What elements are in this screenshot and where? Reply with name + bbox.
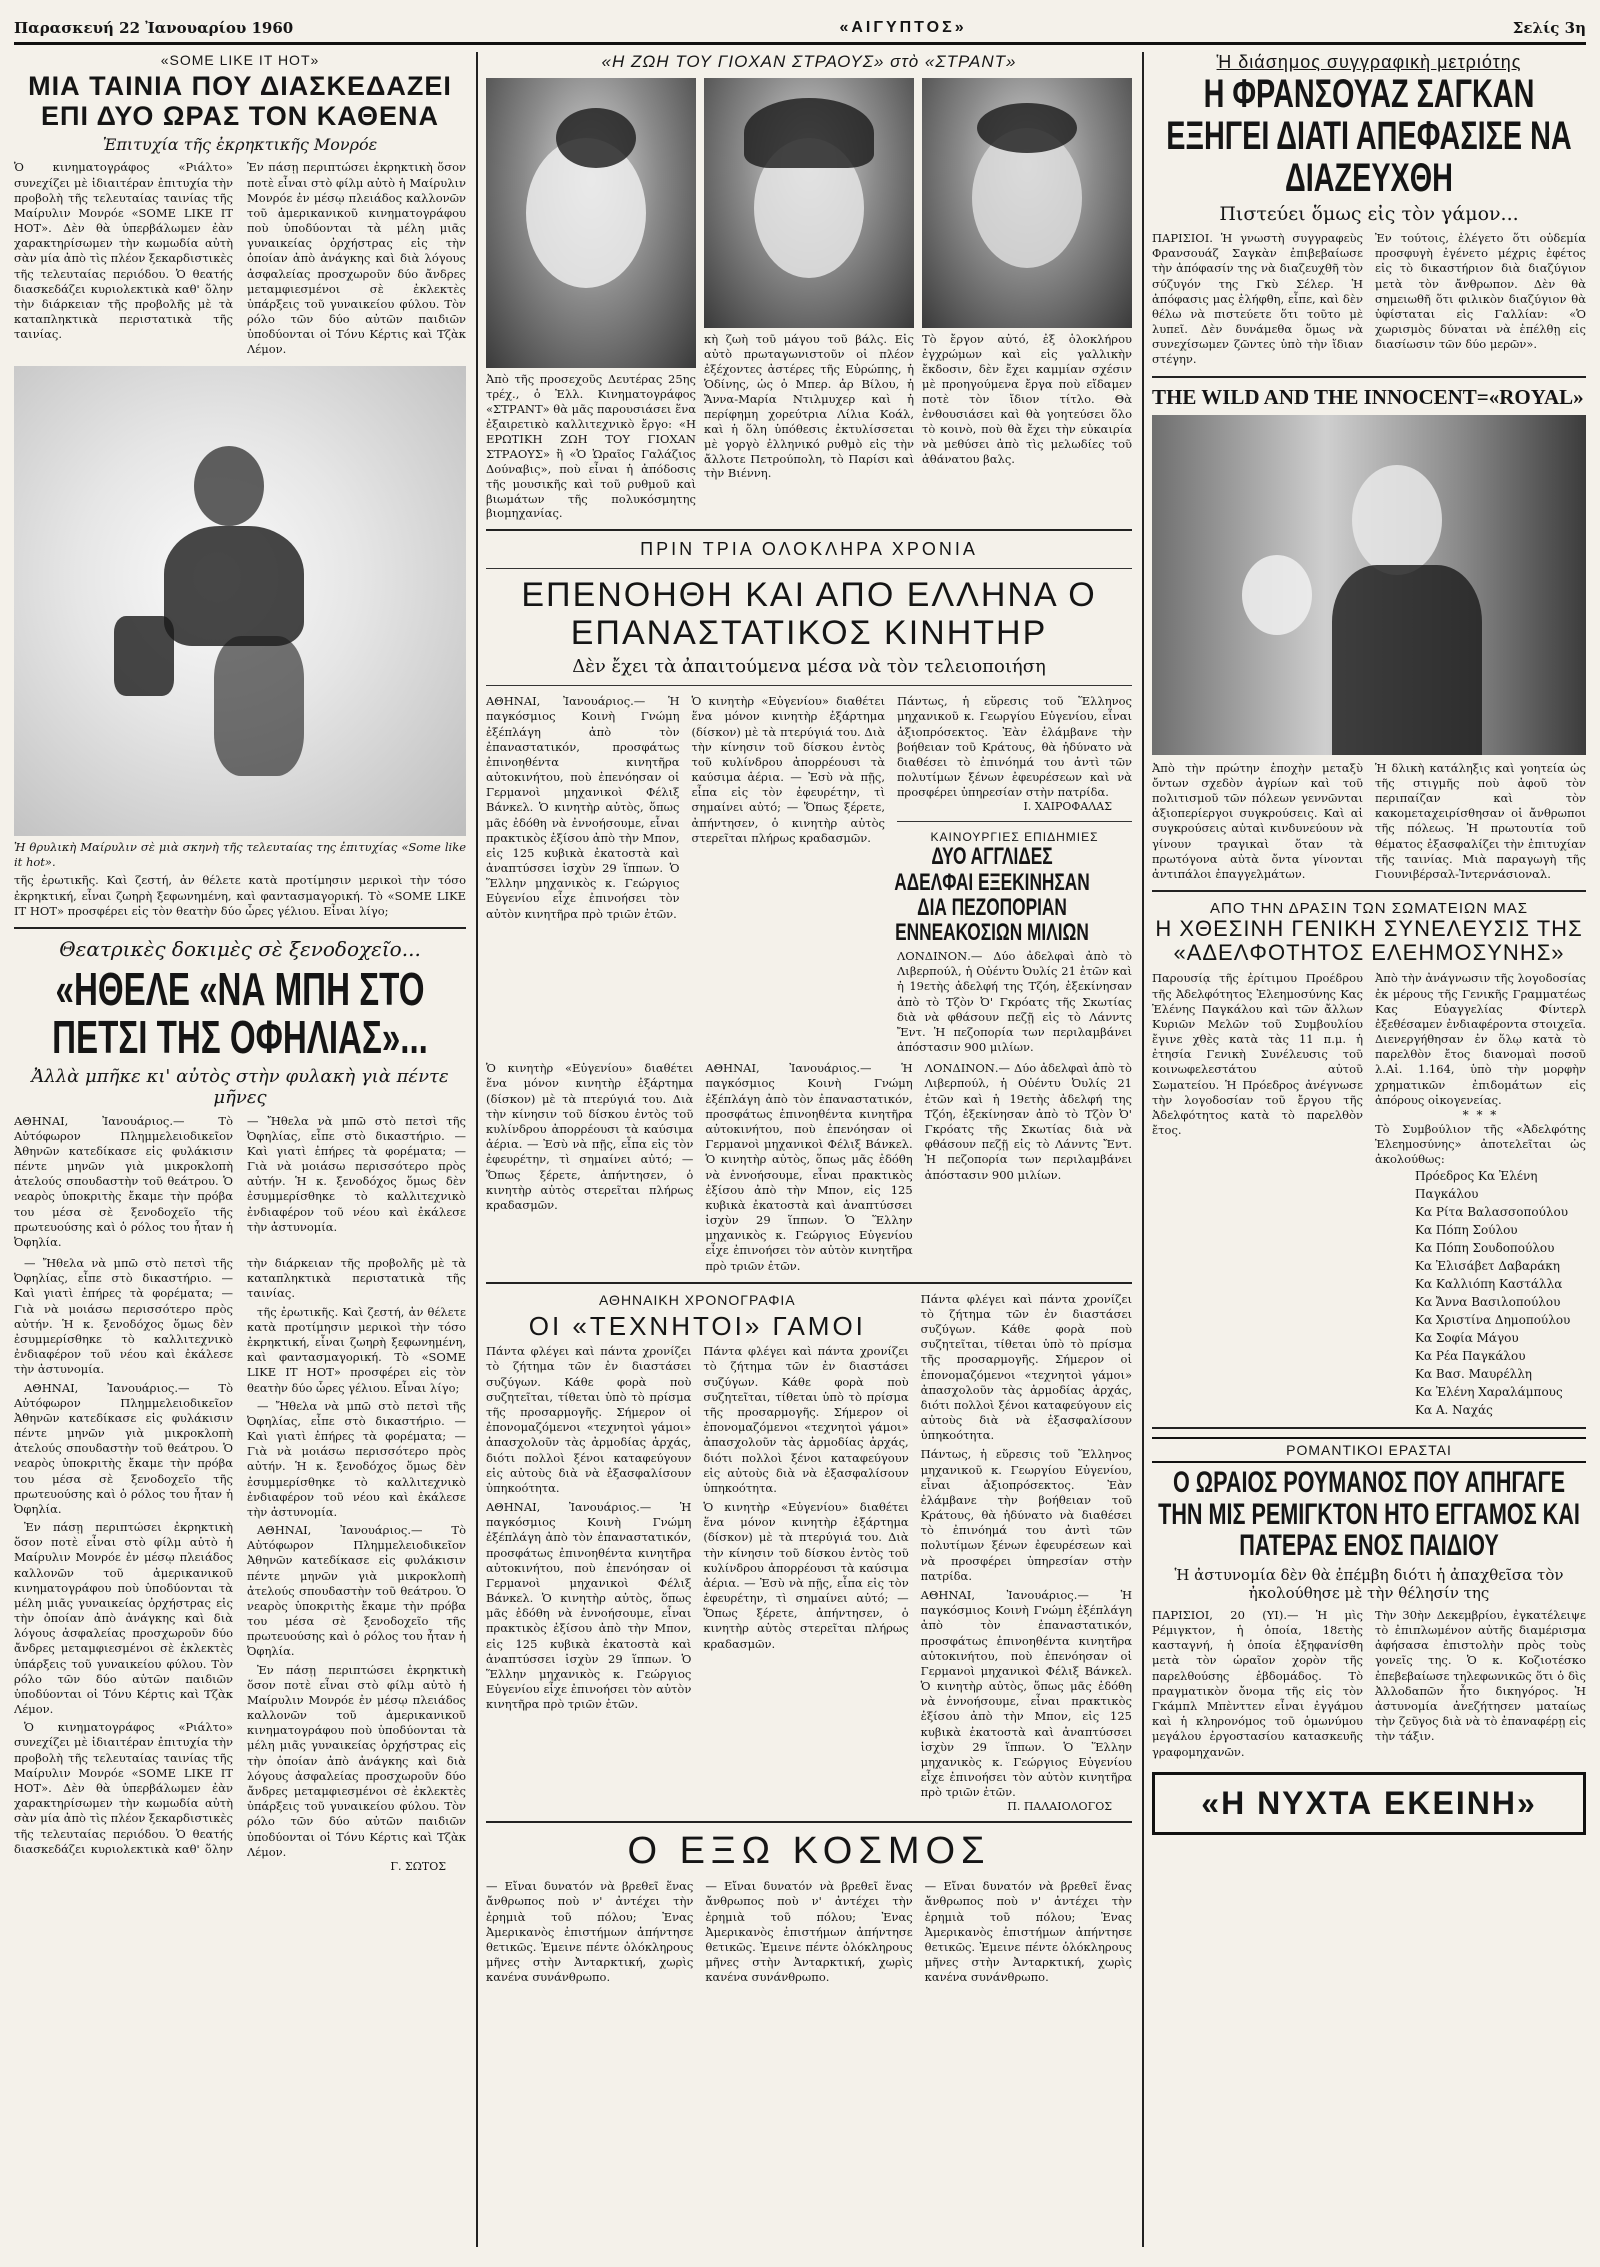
article-text: ΑΘΗΝΑΙ, Ἰανουάριος.— Τὸ Αὐτόφωρον Πλημμελειοδικεῖον Ἀθηνῶν κατεδίκασε εἰς φυλάκισιν πέντε μηνῶν γιὰ μικροκλοπὴ ἀτελούς σπουδαστὴν τοῦ θεάτρου. Ὁ νεαρὸς ὑποκριτὴς ἔκαμε τὴν πρόβα του μέσα σὲ ξενοδοχεῖο τῆς πρωτευούσης καὶ ὁ ρόλος του ἦταν ἡ Ὀφηλία. (14, 1113, 233, 1249)
article-text: — Ἤθελα νὰ μπῶ στὸ πετσὶ τῆς Ὀφηλίας, εἶπε στὸ δικαστήριο. — Καὶ γιατὶ ἐπήρες τὰ φορέματα; — Γιὰ νὰ μοιάσω περισσότερο πρὸς αὐτήν. Ἡ κ. ξενοδόχος ὅμως δὲν ἐσυμμερίσθηκε τὸ καλλιτεχνικὸ ἐνδιαφέρον τοῦ νέου καὶ ἐκάλεσε τὴν ἀστυνομία. (14, 1256, 233, 1377)
subheading-romanian: Ἡ ἀστυνομία δὲν θὰ ἐπέμβη διότι ἡ ἀπαχθεῖσα τὸν ἠκολούθησε μὲ τὴν θέλησίν της (1174, 1565, 1564, 1602)
list-item: Κα Καλλιόπη Καστάλλα (1415, 1277, 1563, 1292)
headline-some-like-it-hot: ΜΙΑ ΤΑΙΝΙΑ ΠΟΥ ΔΙΑΣΚΕΔΑΖΕΙ ΕΠΙ ΔΥΟ ΩΡΑΣ ΤΟΝ ΚΑΘΕΝΑ (28, 71, 452, 131)
article-text: ΑΘΗΝΑΙ, Ἰανουάριος.— Ἡ παγκόσμιος Κοινὴ Γνώμη ἐξέπλάγη ἀπὸ τὸν ἐπαναστατικόν, προσφάτως ἐπινοηθέντα κινητῆρα αὐτοκινήτου, ποὺ ἐπενόησαν οἱ Γερμανοὶ μηχανικοὶ Φέλιξ Βάνκελ. Ὁ κινητὴρ αὐτὸς, ὅπως μᾶς ἐδόθη νὰ ἐννοήσουμε, εἶναι πρακτικὸς ἐξίσου ἀπὸ τὴν Μπον, εἰς 125 κυβικὰ ἐκατοστὰ καὶ ἀναπτύσσει ἰσχὺν 29 ἵππων. Ὁ Ἕλλην μηχανικὸς κ. Γεώργιος Εὐγενίου εἶχε ἐπινοήσει τὸν αὐτὸν κινητῆρα πρὸ τριῶν ἐτῶν. (486, 694, 680, 921)
kicker-some-like-it-hot: «SOME LIKE IT HOT» (160, 52, 320, 68)
photo-caption: Τὸ ἔργον αὐτό, ἐξ ὁλοκλήρου ἐγχρώμων καὶ εἰς γαλλικὴν ἔκδοσιν, δὲν ἔχει καμμίαν σχέσιν μὲ προηγούμενα ἔργα ποὺ εἴδαμεν ποτὲ τὸν ἴδιον τίτλο. Θὰ ἐνθουσιάσει καὶ θὰ γοητεύσει ὅλο τὸ κοινὸ, ποὺ θὰ ἔχει τὴν εὐκαιρία νὰ μεθύσει ἀπὸ τὶς μελωδίες τοῦ ἀθάνατου βαλς. (922, 332, 1132, 466)
article-text: Τὴν 30ὴν Δεκεμβρίου, ἐγκατέλειψε τὸ ἐπιπλωμένον αὐτῆς διαμέρισμα ἀφήσασα ἐπιστολὴν πρὸς τοὺς γονεῖς της. Ὁ κ. Κοζιοτέσκο ἐπεβεβαίωσε τηλεφωνικῶς ὅτι ὁ δὶς Ἀλλοδαπῶν ἦτο δικηγόρος. Ἡ ἀστυνομία ἀνεζήτησεν ματαίως τὴν ζεῦγος διὰ νὰ τὸ ἐπαναφέρῃ εἰς τὴν τάξιν. (1375, 1607, 1586, 1744)
board-title: Τὸ Συμβούλιον τῆς «Ἀδελφότης Ἐλεημοσύνης» ἀποτελεῖται ὡς ἀκολούθως: (1375, 1121, 1586, 1167)
list-item: Κα Ἄννα Βασιλοπούλου (1415, 1295, 1561, 1310)
newspaper-page (14, 14, 1586, 2254)
article-text: Ἐν πάσῃ περιπτώσει ἐκρηκτικὴ ὅσον ποτὲ εἶναι στὸ φίλμ αὐτὸ ἡ Μαίρυλιν Μονρόε ἐν μέσῳ πλειάδος καλλονῶν τοῦ ἀμερικανικοῦ κινηματογράφου ποὺ ὑποδύονται τὰ μέλη μιᾶς γυναικείας ὀρχήστρας εἰς τὴν ὁποίαν ἀπὸ ἀνάγκης καὶ διὰ λόγους ἀσφαλείας προσχωροῦν δύο ἄνδρες μεταμφιεσμένοι σὲ ἐκλεκτὲς ὑπάρξεις τοῦ γυναικείου φύλου. Τὸν ρόλο τῶν δύο αὐτῶν παιδιῶν ὑποδύονται οἱ Τόνυ Κέρτις καὶ Τζὰκ Λέμον. (14, 1520, 233, 1717)
article-text: ΑΘΗΝΑΙ, Ἰανουάριος.— Ἡ παγκόσμιος Κοινὴ Γνώμη ἐξέπλάγη ἀπὸ τὸν ἐπαναστατικόν, προσφάτως ἐπινοηθέντα κινητῆρα αὐτοκινήτου, ποὺ ἐπενόησαν οἱ Γερμανοὶ μηχανικοὶ Φέλιξ Βάνκελ. Ὁ κινητὴρ αὐτὸς, ὅπως μᾶς ἐδόθη νὰ ἐννοήσουμε, εἶναι πρακτικὸς ἐξίσου ἀπὸ τὴν Μπον, εἰς 125 κυβικὰ ἐκατοστὰ καὶ ἀναπτύσσει ἰσχὺν 29 ἵππων. Ὁ Ἕλλην μηχανικὸς κ. Γεώργιος Εὐγενίου εἶχε ἐπινοήσει τὸν αὐτὸν κινητῆρα πρὸ τριῶν ἐτῶν. (486, 1500, 692, 1712)
article-text: Πάντα φλέγει καὶ πάντα χρονίζει τὸ ζήτημα τῶν ἐν διαστάσει συζύγων. Κάθε φορὰ ποὺ συζητεῖται, τίθεται ὑπὸ τὸ πρίσμα τῆς προσαρμογῆς. Σήμερον οἱ ἐπονομαζόμενοι «τεχνητοὶ γάμοι» ἀπασχολοῦν τὰς ἀρμοδίας ἀρχάς, διότι πολλοὶ ξένοι καταφεύγουν εἰς αὐτοὺς διὰ νὰ ἐξασφαλίσουν ὑπηκοότητα. (486, 1344, 692, 1495)
photo-marilyn-monroe (14, 366, 466, 836)
list-item: Κα Ἐλισάβετ Δαβαράκη (1415, 1259, 1560, 1274)
photo-actress-center (704, 78, 914, 328)
article-text: Ὁ κινηματογράφος «Ριάλτο» συνεχίζει μὲ ἰδιαιτέραν ἐπιτυχία τὴν προβολὴ τῆς τελευταίας ταινίας τῆς Μαίρυλιν Μονρόε «SOME LIKE IT HOT». Δὲν θὰ ὑπερβάλωμεν ἐὰν χαρακτηρίσωμεν τὴν κωμωδία αὐτὴ σὰν μία ἀπὸ τὶς πλέον ξεκαρδιστικὲς τῆς τελευταίας περιόδου. Ὁ θεατής διασκεδάζει κυριολεκτικὰ καθ' ὅλην τὴν διάρκειαν τῆς προβολῆς μὲ τὰ καταπληκτικὰ περιστατικὰ τῆς ταινίας. (14, 160, 233, 342)
advertisement-that-night: «Η ΝΥΧΤΑ ΕΚΕΙΝΗ» (1152, 1772, 1586, 1835)
article-text: ΠΑΡΙΣΙΟΙ. Ἡ γνωστὴ συγγραφεὺς Φρανσουάζ Σαγκὰν ἐπιβεβαίωσε τὴν ἀπόφασίν της νὰ διαζευχθῆ τὸν σύζυγόν της Γκὺ Σέλερ. Ἡ ἀπόφασις μας ἐλήφθη, εἶπε, καὶ δὲν θέλω νὰ πιστεύετε ὅτι τοῦτο μὲ λυπεῖ. Δὲν δυνάμεθα ὅμως νὰ συνεχίσωμεν ζῶντες ὑπὸ τὴν ἴδιαν στέγην. (1152, 231, 1363, 367)
photo-actress-left (486, 78, 696, 368)
photo-actor-right (922, 78, 1132, 328)
article-text: Ἡ δλικὴ κατάληξις καὶ γοητεία ὡς τῆς στιγμῆς ποὺ ἀφοῦ τὸν περιπαίζαν καὶ τὸν κακομεταχειρίσθησαν οἱ ἄνθρωποι τῆς πόλεως. Ἡ πρωτουτία τοῦ θέματος ἐξασφαλίζει τὴν ἐπιτυχίαν τῆς ταινίας. Μιὰ παραγωγὴ τῆς Γιουνιβέρσαλ-Ἰντερνάσιοναλ. (1375, 760, 1586, 881)
article-text: Ἐν πάσῃ περιπτώσει ἐκρηκτικὴ ὅσον ποτὲ εἶναι στὸ φίλμ αὐτὸ ἡ Μαίρυλιν Μονρόε ἐν μέσῳ πλειάδος καλλονῶν τοῦ ἀμερικανικοῦ κινηματογράφου ποὺ ὑποδύονται τὰ μέλη μιᾶς γυναικείας ὀρχήστρας εἰς τὴν ὁποίαν ἀπὸ ἀνάγκης καὶ διὰ λόγους ἀσφαλείας προσχωροῦν δύο ἄνδρες μεταμφιεσμένοι σὲ ἐκλεκτὲς ὑπάρξεις τοῦ γυναικείου φύλου. Τὸν ρόλο τῶν δύο αὐτῶν παιδιῶν ὑποδύονται οἱ Τόνυ Κέρτις καὶ Τζὰκ Λέμον. (247, 160, 466, 357)
column-rule-2 (1142, 52, 1144, 2247)
headline-artificial-marriages: ΟΙ «ΤΕΧΝΗΤΟΙ» ΓΑΜΟΙ (528, 1310, 866, 1341)
article-text: Ὁ κινηματογράφος «Ριάλτο» συνεχίζει μὲ ἰδιαιτέραν ἐπιτυχία τὴν προβολὴ τῆς τελευταίας ταινίας τῆς Μαίρυλιν Μονρόε «SOME LIKE IT HOT». Δὲν θὰ ὑπερβάλωμεν ἐὰν χαρακτηρίσωμεν τὴν κωμωδία αὐτὴ σὰν μία ἀπὸ τὶς πλέον ξεκαρδιστικὲς τῆς τελευταίας περιόδου. Ὁ θεατής διασκεδάζει κυριολεκτικὰ καθ' ὅλην τὴν διάρκειαν τῆς προβολῆς μὲ τὰ καταπληκτικὰ περιστατικὰ τῆς ταινίας. (14, 1256, 466, 1856)
list-item: Κα Βασ. Μαυρέλλη (1415, 1367, 1532, 1382)
list-item: Κα Πόπη Σουδοπούλου (1415, 1241, 1555, 1256)
article-text: Ἐν πάσῃ περιπτώσει ἐκρηκτικὴ ὅσον ποτὲ εἶναι στὸ φίλμ αὐτὸ ἡ Μαίρυλιν Μονρόε ἐν μέσῳ πλειάδος καλλονῶν τοῦ ἀμερικανικοῦ κινηματογράφου ποὺ ὑποδύονται τὰ μέλη μιᾶς γυναικείας ὀρχήστρας εἰς τὴν ὁποίαν ἀπὸ ἀνάγκης καὶ διὰ λόγους ἀσφαλείας προσχωροῦν δύο ἄνδρες μεταμφιεσμένοι σὲ ἐκλεκτὲς ὑπάρξεις τοῦ γυναικείου φύλου. Τὸν ρόλο τῶν δύο αὐτῶν παιδιῶν ὑποδύονται οἱ Τόνυ Κέρτις καὶ Τζὰκ Λέμον. (247, 1662, 466, 1859)
article-text: Παρουσίᾳ τῆς ἐρίτιμου Προέδρου τῆς Ἀδελφότητος Ἐλεημοσύνης Κας Ἐλένης Παγκάλου καὶ τῶν ἄλλων Κυριῶν Μελῶν τοῦ Συμβουλίου ἔγινε χθὲς κατὰ τὰς 11 π.μ. ἡ ἐτησία Γενικὴ Συνέλευσις τοῦ κοινωφελεστάτου αὐτοῦ Σωματείου. Ἡ Πρόεδρος ἀνέγνωσε τὴν λογοδοσίαν τοῦ ἔργου τῆς Ἀδελφότητος κατὰ τὸ παρελθὸν ἔτος. (1152, 971, 1363, 1138)
subheading-monroe: Ἐπιτυχία τῆς ἐκρηκτικῆς Μονρόε (102, 135, 378, 155)
list-item: Κα Α. Ναχάς (1415, 1403, 1493, 1418)
kicker-sagan: Ἡ διάσημος συγγραφικὴ μετριότης (1216, 52, 1522, 72)
headline-general-assembly: Η ΧΘΕΣΙΝΗ ΓΕΝΙΚΗ ΣΥΝΕΛΕΥΣΙΣ ΤΗΣ «ΑΔΕΛΦΟΤΗΤΟΣ ΕΛΕΗΜΟΣΥΝΗΣ» (1155, 916, 1583, 966)
list-item: Κα Σοφία Μάγου (1415, 1331, 1519, 1346)
photo-caption: Ἡ θρυλικὴ Μαίρυλιν σὲ μιὰ σκηνὴ τῆς τελευταίας της ἐπιτυχίας «Some like it hot». (14, 839, 466, 869)
article-text: Ἐν τούτοις, ἐλέγετο ὅτι οὐδεμία προσφυγὴ ἐγένετο μέχρις ἐφέτος εἰς τὸ δικαστήριον διὰ διαζύγιον μετὰ τὸν ἄνθρωπον. Δὲν θὰ σημειωθῆ ὅτι φιλικὸν διαζύγιον θὰ ὑφίσταται εἰς Γαλλίαν: «Ὁ χωρισμὸς δύναται νὰ ἐπέλθῃ εἰς διασίωσιν τῶν δύο μερῶν». (1375, 231, 1586, 352)
photo-wild-innocent (1152, 415, 1586, 755)
separator-stars: * * * (1462, 1107, 1499, 1122)
subheading-prison: Ἀλλὰ μπῆκε κι' αὐτὸς στὴν φυλακὴ γιὰ πέντε μῆνες (31, 1065, 449, 1108)
article-text: τῆς ἐρωτικῆς. Καὶ ζεστή, ἀν θέλετε κατὰ προτίμησιν μερικοὶ τὴν τόσο ἐκρηκτική, εἶναι ζωηρὴ ξεφωνημένη, καὶ φαντασμαγορική. Τὸ «SOME LIKE IT HOT» προσφέρει εἰς τὸν θεατὴν δύο ὧρες γέλιου. Εἶναι λίγο; (14, 873, 466, 918)
article-text: ΑΘΗΝΑΙ, Ἰανουάριος.— Ἡ παγκόσμιος Κοινὴ Γνώμη ἐξέπλάγη ἀπὸ τὸν ἐπαναστατικόν, προσφάτως ἐπινοηθέντα κινητῆρα αὐτοκινήτου, ποὺ ἐπενόησαν οἱ Γερμανοὶ μηχανικοὶ Φέλιξ Βάνκελ. Ὁ κινητὴρ αὐτὸς, ὅπως μᾶς ἐδόθη νὰ ἐννοήσουμε, εἶναι πρακτικὸς ἐξίσου ἀπὸ τὴν Μπον, εἰς 125 κυβικὰ ἐκατοστὰ καὶ ἀναπτύσσει ἰσχὺν 29 ἵππων. Ὁ Ἕλλην μηχανικὸς κ. Γεώργιος Εὐγενίου εἶχε ἐπινοήσει τὸν αὐτὸν κινητῆρα πρὸ τριῶν ἐτῶν. (705, 1061, 913, 1273)
article-text: Πάντα φλέγει καὶ πάντα χρονίζει τὸ ζήτημα τῶν ἐν διαστάσει συζύγων. Κάθε φορὰ ποὺ συζητεῖται, τίθεται ὑπὸ τὸ πρίσμα τῆς προσαρμογῆς. Σήμερον οἱ ἐπονομαζόμενοι «τεχνητοὶ γάμοι» ἀπασχολοῦν τὰς ἀρμοδίας ἀρχάς, διότι πολλοὶ ξένοι καταφεύγουν εἰς αὐτοὺς διὰ νὰ ἐξασφαλίσουν ὑπηκοότητα. (703, 1344, 909, 1495)
byline: Π. ΠΑΛΑΙΟΛΟΓΟΣ (1007, 1800, 1112, 1814)
article-text: Πάντως, ἡ εὕρεσις τοῦ Ἕλληνος μηχανικοῦ κ. Γεωργίου Εὐγενίου, εἶναι ἀξιοπρόσεκτος. Ἐὰν ἐλάμβανε τὴν βοήθειαν τοῦ Κράτους, θὰ ἠδύνατο νὰ διαθέσει τὸ ἐπινόημά του ἀντὶ τῶν πολυτίμων ξένων ἐφευρέσεων καὶ νὰ προσφέρει ὑπηρεσίαν στὴν πατρίδα. (897, 694, 1132, 800)
headline-outside-world: Ο ΕΞΩ ΚΟΣΜΟΣ (627, 1830, 991, 1873)
article-text: — Εἴναι δυνατόν νὰ βρεθεῖ ἕνας ἄνθρωπος ποὺ ν' ἀντέχει τὴν ἐρημιὰ τοῦ πόλου; Ἐνας Ἀμερικανὸς ἐπιστήμων ἀπήντησε θετικῶς. Ἐμεινε πέντε ὁλόκληρους μῆνες στὴν Ἀνταρκτική, χωρὶς κανένα συνάνθρωπο. (924, 1879, 1132, 1985)
article-text: Ὁ κινητὴρ «Εὐγενίου» διαθέτει ἕνα μόνον κινητὴρ ἐξάρτημα (δίσκον) μὲ τὰ πτερύγιά του. Διὰ τὴν κίνησιν τοῦ δίσκου ἐντὸς τοῦ κυλίνδρου ἀπορρέουσι τὰ καύσιμα ἀέρια. — Ἐσὺ νὰ πῇς, εἶπα εἰς τὸν ἐφευρέτην, τὶ σημαίνει αὐτό; — Ὅπως ξέρετε, ἀπήντησεν, ὁ κινητὴρ αὐτὸς στερεῖται πλήρως κραδασμῶν. (691, 694, 885, 845)
page-number: Σελίς 3η (1512, 19, 1586, 37)
newspaper-name: «ΑΙΓΥΠΤΟΣ» (839, 19, 967, 36)
article-text: ΠΑΡΙΣΙΟΙ, 20 (ΥΙ).— Ἡ μὶς Ρέμιγκτον, ἡ ὁποία, 18ετὴς κασταγνή, ἡ ὁποία ἐξηφανίσθη μετὰ τὸν ὡραῖον χορὸν τῆς παρελθούσης ἑβδομάδος. Τὸ πραγματικὸν ὄνομα τῆς εἰς τὸν Γκάμπλ Μπὲνττεν εἶναι ἐγγάμου καὶ ἡ κληρονόμος τοῦ ὁμωνύμου μεγάλου ἐργοστασίου κατασκευῆς γραφομηχανῶν. (1152, 1607, 1363, 1759)
list-item: Κα Πόπη Σούλου (1415, 1223, 1518, 1238)
column-left (14, 52, 466, 2247)
article-text: τῆς ἐρωτικῆς. Καὶ ζεστή, ἀν θέλετε κατὰ προτίμησιν μερικοὶ τὴν τόσο ἐκρηκτική, εἶναι ζωηρὴ ξεφωνημένη, καὶ φαντασμαγορική. Τὸ «SOME LIKE IT HOT» προσφέρει εἰς τὸν θεατὴν δύο ὧρες γέλιου. Εἶναι λίγο; (247, 1304, 466, 1395)
headline-romanian: Ο ΩΡΑΙΟΣ ΡΟΥΜΑΝΟΣ ΠΟΥ ΑΠΗΓΑΓΕ ΤΗΝ ΜΙΣ ΡΕΜΙΓΚΤΟΝ ΗΤΟ ΕΓΓΑΜΟΣ ΚΑΙ ΠΑΤΕΡΑΣ ΕΝΟΣ ΠΑΙΔΙΟΥ (1158, 1466, 1580, 1563)
subheading-engine: Δὲν ἔχει τὰ ἀπαιτούμενα μέσα νὰ τὸν τελειοποιήση (572, 656, 1046, 678)
headline-sagan: Η ΦΡΑΝΣΟΥΑΖ ΣΑΓΚΑΝ ΕΞΗΓΕΙ ΔΙΑΤΙ ΑΠΕΦΑΣΙΣΕ ΝΑ ΔΙΑΖΕΥΧΘΗ (1166, 72, 1572, 200)
article-text: Ἀπὸ τὴν πρώτην ἐποχὴν μεταξὺ ὄντων σχεδὸν ἀγρίων καὶ τοῦ πολιτισμοῦ τῶν πόλεων γεννῶνται ἀξιοπερίεργοι συγκρούσεις. Καὶ αἱ συγκρούσεις αὐταὶ κινδυνεύουν νὰ γίνουν τραγικαὶ ὅταν τὰ πρωτόγονα αὐτὰ ὄντα γίνονται ἀντιπάλοι ἐπαγγελμάτων. (1152, 760, 1363, 881)
kicker-strauss: «Η ΖΩΗ ΤΟΥ ΓΙΟΧΑΝ ΣΤΡΑΟΥΣ» στὸ «ΣΤΡΑΝΤ» (601, 52, 1017, 71)
kicker-athens-chronicle: ΑΘΗΝΑΙΚΗ ΧΡΟΝΟΓΡΑΦΙΑ (599, 1291, 796, 1308)
list-item: Κα Χριστίνα Δημοπούλου (1415, 1313, 1571, 1328)
article-text: ΑΘΗΝΑΙ, Ἰανουάριος.— Τὸ Αὐτόφωρον Πλημμελειοδικεῖον Ἀθηνῶν κατεδίκασε εἰς φυλάκισιν πέντε μηνῶν γιὰ μικροκλοπὴ ἀτελούς σπουδαστὴν τοῦ θεάτρου. Ὁ νεαρὸς ὑποκριτὴς ἔκαμε τὴν πρόβα του μέσα σὲ ξενοδοχεῖο τῆς πρωτευούσης καὶ ὁ ρόλος του ἦταν ἡ Ὀφηλία. (247, 1523, 466, 1659)
photo-caption: κὴ ζωὴ τοῦ μάγου τοῦ βάλς. Εἰς αὐτὸ πρωταγωνιστοῦν οἱ πλέον ἐξέχοντες ἀστέρες τῆς Εὐρώπης, ἡ Ὁδίνης, ὡς ὁ Μπερ. ἀρ Βίλου, ἡ Ἄννα-Μαρία Ντιλμυχερ καὶ ἡ περίφημη χορεύτρια Λίλια Κοάλ, καὶ ἡ ὅλη ὑπόθεσις ἐκτυλίσσεται μὲ γοργὸ ἐλληνικό ρυθμὸ εἰς τὴν ἄλλοτε Πετρούπολη, τὸ Παρίσι καὶ τὴν Βιέννη. (704, 332, 914, 481)
kicker-hotel-rehearsal: Θεατρικὲς δοκιμὲς σὲ ξενοδοχεῖο... (59, 937, 421, 961)
article-text: ΛΟΝΔΙΝΟΝ.— Δύο ἀδελφαὶ ἀπὸ τὸ Λιβερπούλ, ἡ Οὐέντυ Ὀυλίς 21 ἐτῶν καὶ ἡ 19ετὴς ἀδελφή της Τζόη, ἐξεκίνησαν ἀπὸ τὸ Τζὸν Ὀ' Γκρόατς τῆς Σκωτίας διὰ νὰ φθάσουν πεζῇ εἰς τὸ Λάνντς Ἔντ. Ἡ πεζοπορία των περιλαμβάνει ἀπόστασιν 900 μιλίων. (924, 1061, 1132, 1182)
article-text: Ὁ κινητὴρ «Εὐγενίου» διαθέτει ἕνα μόνον κινητὴρ ἐξάρτημα (δίσκον) μὲ τὰ πτερύγιά του. Διὰ τὴν κίνησιν τοῦ δίσκου ἐντὸς τοῦ κυλίνδρου ἀπορρέουσι τὰ καύσιμα ἀέρια. — Ἐσὺ νὰ πῇς, εἶπα εἰς τὸν ἐφευρέτην, τὶ σημαίνει αὐτό; — Ὅπως ξέρετε, ἀπήντησεν, ὁ κινητὴρ αὐτὸς στερεῖται πλήρως κραδασμῶν. (486, 1061, 694, 1212)
kicker-epidemics: ΚΑΙΝΟΥΡΓΙΕΣ ΕΠΙΔΗΜΙΕΣ (930, 830, 1099, 845)
masthead (14, 14, 1586, 45)
article-text: ΑΘΗΝΑΙ, Ἰανουάριος.— Ἡ παγκόσμιος Κοινὴ Γνώμη ἐξέπλάγη ἀπὸ τὸν ἐπαναστατικόν, προσφάτως ἐπινοηθέντα κινητῆρα αὐτοκινήτου, ποὺ ἐπενόησαν οἱ Γερμανοὶ μηχανικοὶ Φέλιξ Βάνκελ. Ὁ κινητὴρ αὐτὸς, ὅπως μᾶς ἐδόθη νὰ ἐννοήσουμε, εἶναι πρακτικὸς ἐξίσου ἀπὸ τὴν Μπον, εἰς 125 κυβικὰ ἐκατοστὰ καὶ ἀναπτύσσει ἰσχὺν 29 ἵππων. Ὁ Ἕλλην μηχανικὸς κ. Γεώργιος Εὐγενίου εἶχε ἐπινοήσει τὸν αὐτὸν κινητῆρα πρὸ τριῶν ἐτῶν. (920, 1587, 1132, 1800)
article-text-continued (14, 1256, 466, 1860)
photo-caption: Ἀπὸ τῆς προσεχοῦς Δευτέρας 25ης τρέχ., ὁ Ἐλλ. Κινηματογράφος «ΣΤΡΑΝΤ» θὰ μᾶς παρουσιάσει ἕνα ἐξαιρετικὸ καλλιτεχνικὸ ἔργο: «Η ΕΡΩΤΙΚΗ ΖΩΗ ΤΟΥ ΓΙΟΧΑΝ ΣΤΡΑΟΥΣ» ἢ «Ὁ Ὡραῖος Γαλάζιος Δούναβις», ποὺ εἶναι ἡ ἀπόδοσις τῆς μουσικῆς καὶ τοῦ ρυθμοῦ καὶ βιωμάτων τῆς πολυκόσμητης βιομηχανίας. (486, 372, 697, 521)
article-text: Ἀπὸ τὴν ἀνάγνωσιν τῆς λογοδοσίας ἐκ μέρους τῆς Γενικῆς Γραμματέως Κας Εὐαγγελίας Φίντερλ ἐξεθέσαμεν ἐνδιαφέροντα στοιχεῖα. Διενεργήθησαν ἐν ὅλῳ κατὰ τὸ παρελθὸν ἔτος διανομαὶ ποσοῦ λ.Αἰ. 1.164, ὑπὸ τὴν μορφὴν χρηματικῶν ἐπιδομάτων εἰς ἀπόρους οἰκογενείας. (1375, 971, 1586, 1107)
article-text: Ὁ κινητὴρ «Εὐγενίου» διαθέτει ἕνα μόνον κινητὴρ ἐξάρτημα (δίσκον) μὲ τὰ πτερύγιά του. Διὰ τὴν κίνησιν τοῦ δίσκου ἐντὸς τοῦ κυλίνδρου ἀπορρέουσι τὰ καύσιμα ἀέρια. — Ἐσὺ νὰ πῇς, εἶπα εἰς τὸν ἐφευρέτην, τὶ σημαίνει αὐτό; — Ὅπως ξέρετε, ἀπήντησεν, ὁ κινητὴρ αὐτὸς στερεῖται πλήρως κραδασμῶν. (703, 1500, 909, 1651)
subheading-sagan: Πιστεύει ὅμως εἰς τὸν γάμον... (1219, 203, 1519, 225)
article-text: — Εἴναι δυνατόν νὰ βρεθεῖ ἕνας ἄνθρωπος ποὺ ν' ἀντέχει τὴν ἐρημιὰ τοῦ πόλου; Ἐνας Ἀμερικανὸς ἐπιστήμων ἀπήντησε θετικῶς. Ἐμεινε πέντε ὁλόκληρους μῆνες στὴν Ἀνταρκτική, χωρὶς κανένα συνάνθρωπο. (705, 1879, 913, 1985)
article-text: — Ἤθελα νὰ μπῶ στὸ πετσὶ τῆς Ὀφηλίας, εἶπε στὸ δικαστήριο. — Καὶ γιατὶ ἐπήρες τὰ φορέματα; — Γιὰ νὰ μοιάσω περισσότερο πρὸς αὐτήν. Ἡ κ. ξενοδόχος ὅμως δὲν ἐσυμμερίσθηκε τὸ καλλιτεχνικὸ ἐνδιαφέρον τοῦ νέου καὶ ἐκάλεσε τὴν ἀστυνομία. (247, 1113, 466, 1234)
headline-sisters: ΔΥΟ ΑΓΓΛΙΔΕΣ ΑΔΕΛΦΑΙ ΕΞΕΚΙΝΗΣΑΝ ΔΙΑ ΠΕΖΟΠΟΡΙΑΝ ΕΝΝΕΑΚΟΣΙΩΝ ΜΙΛΙΩΝ (894, 843, 1090, 946)
kicker-romantic-lovers: ΡΟΜΑΝΤΙΚΟΙ ΕΡΑΣΤΑΙ (1152, 1437, 1586, 1463)
article-text: — Ἤθελα νὰ μπῶ στὸ πετσὶ τῆς Ὀφηλίας, εἶπε στὸ δικαστήριο. — Καὶ γιατὶ ἐπήρες τὰ φορέματα; — Γιὰ νὰ μοιάσω περισσότερο πρὸς αὐτήν. Ἡ κ. ξενοδόχος ὅμως δὲν ἐσυμμερίσθηκε τὸ καλλιτεχνικὸ ἐνδιαφέρον τοῦ νέου καὶ ἐκάλεσε τὴν ἀστυνομία. (247, 1398, 466, 1519)
article-text: ΛΟΝΔΙΝΟΝ.— Δύο ἀδελφαὶ ἀπὸ τὸ Λιβερπούλ, ἡ Οὐέντυ Ὀυλίς 21 ἐτῶν καὶ ἡ 19ετὴς ἀδελφή της Τζόη, ἐξεκίνησαν ἀπὸ τὸ Τζὸν Ὀ' Γκρόατς τῆς Σκωτίας διὰ νὰ φθάσουν πεζῇ εἰς τὸ Λάνντς Ἔντ. Ἡ πεζοπορία των περιλαμβάνει ἀπόστασιν 900 μιλίων. (897, 949, 1132, 1055)
article-text: ΑΘΗΝΑΙ, Ἰανουάριος.— Τὸ Αὐτόφωρον Πλημμελειοδικεῖον Ἀθηνῶν κατεδίκασε εἰς φυλάκισιν πέντε μηνῶν γιὰ μικροκλοπὴ ἀτελούς σπουδαστὴν τοῦ θεάτρου. Ὁ νεαρὸς ὑποκριτὴς ἔκαμε τὴν πρόβα του μέσα σὲ ξενοδοχεῖο τῆς πρωτευούσης καὶ ὁ ρόλος του ἦταν ἡ Ὀφηλία. (14, 1380, 233, 1516)
headline-engine: ΕΠΕΝΟΗΘΗ ΚΑΙ ΑΠΟ ΕΛΛΗΝΑ Ο ΕΠΑΝΑΣΤΑΤΙΚΟΣ ΚΙΝΗΤΗΡ (521, 576, 1097, 652)
kicker-associations: ΑΠΟ ΤΗΝ ΔΡΑΣΙΝ ΤΩΝ ΣΩΜΑΤΕΙΩΝ ΜΑΣ (1210, 900, 1528, 918)
headline-wild-innocent: THE WILD AND THE INNOCENT=«ROYAL» (1152, 384, 1584, 409)
column-right (1152, 52, 1586, 2247)
column-rule-1 (476, 52, 478, 2247)
list-item: Κα Ρίτα Βαλασσοπούλου (1415, 1205, 1568, 1220)
article-text: Πάντα φλέγει καὶ πάντα χρονίζει τὸ ζήτημα τῶν ἐν διαστάσει συζύγων. Κάθε φορὰ ποὺ συζητεῖται, τίθεται ὑπὸ τὸ πρίσμα τῆς προσαρμογῆς. Σήμερον οἱ ἐπονομαζόμενοι «τεχνητοὶ γάμοι» ἀπασχολοῦν τὰς ἀρμοδίας ἀρχάς, διότι πολλοὶ ξένοι καταφεύγουν εἰς αὐτοὺς διὰ νὰ ἐξασφαλίσουν ὑπηκοότητα. (920, 1291, 1132, 1443)
byline: Γ. ΣΩΤΟΣ (390, 1859, 446, 1873)
issue-date: Παρασκευή 22 Ἰανουαρίου 1960 (14, 19, 294, 37)
list-item: Κα Ρέα Παγκάλου (1415, 1349, 1526, 1364)
column-center (486, 52, 1132, 2247)
article-text: — Εἴναι δυνατόν νὰ βρεθεῖ ἕνας ἄνθρωπος ποὺ ν' ἀντέχει τὴν ἐρημιὰ τοῦ πόλου; Ἐνας Ἀμερικανὸς ἐπιστήμων ἀπήντησε θετικῶς. Ἐμεινε πέντε ὁλόκληρους μῆνες στὴν Ἀνταρκτική, χωρὶς κανένα συνάνθρωπο. (486, 1879, 694, 1985)
list-item: Πρόεδρος Κα Ἐλένη Παγκάλου (1415, 1169, 1538, 1202)
kicker-three-years: ΠΡΙΝ ΤΡΙΑ ΟΛΟΚΛΗΡΑ ΧΡΟΝΙΑ (640, 539, 978, 560)
byline: Ι. ΧΑΙΡΟΦΑΛΑΣ (1023, 800, 1112, 814)
article-text: Πάντως, ἡ εὕρεσις τοῦ Ἕλληνος μηχανικοῦ κ. Γεωργίου Εὐγενίου, εἶναι ἀξιοπρόσεκτος. Ἐὰν ἐλάμβανε τὴν βοήθειαν τοῦ Κράτους, θὰ ἠδύνατο νὰ διαθέσει τὸ ἐπινόημά του ἀντὶ τῶν πολυτίμων ξένων ἐφευρέσεων καὶ νὰ προσφέρει ὑπηρεσίαν στὴν πατρίδα. (920, 1447, 1132, 1583)
list-item: Κα Ἐλένη Χαραλάμπους (1415, 1385, 1563, 1400)
board-member-list (1375, 1167, 1586, 1419)
headline-ophelia: «ΗΘΕΛΕ «ΝΑ ΜΠΗ ΣΤΟ ΠΕΤΣΙ ΤΗΣ ΟΦΗΛΙΑΣ»... (52, 963, 428, 1064)
